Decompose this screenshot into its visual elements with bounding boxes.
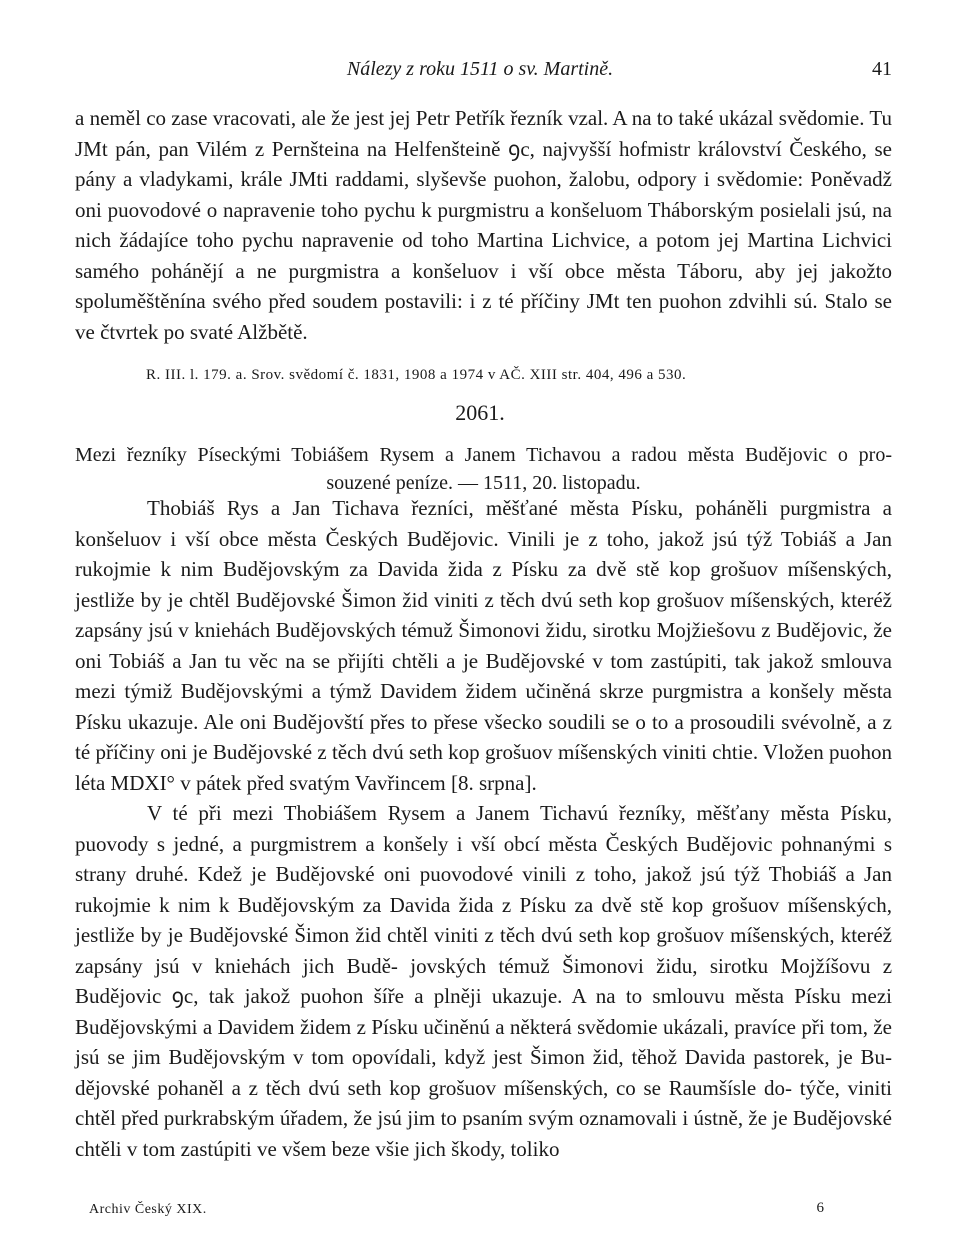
text-line: kop grošuov míšenských, kteréž zapsány jsú v kniehách Budějovských témuž Šimonovi [75,587,892,642]
entry-number: 2061. [455,400,505,425]
text-line: Thobiáš Rys a Jan Tichava řezníci, měšťané města Písku, poháněli purgmistra [147,496,871,520]
text-line: svého před soudem postavili: i z té příčiny JMt ten puohon zdvihli sú. Stalo se ve [75,289,893,344]
text-line: napravenie od toho Martina Lichvice, a potom jej Martina Lichvici samého pohánějí [75,228,892,283]
summary-line: souzené peníze. — 1511, 20. listopadu. [326,472,641,494]
paragraph-2 [75,798,892,1164]
text-line: Tobiáš a Jan rukojmie k nim Budějovským za Davida žida z Písku za dvě stě kop [75,526,893,581]
text-line: i ústně, že je Budějovské chtěli v tom zastúpiti ve všem beze všie jich škody, toliko [75,1106,892,1161]
text-line: dvě stě kop grošuov míšenských, jestliže by je Budějovské Šimon žid chtěl viniti [75,892,892,947]
running-title: Nálezy z roku 1511 o sv. Martině. [346,58,614,80]
page-number: 41 [872,58,892,80]
text-line: židem z Písku učiněnú a některá svědomie ukázali, pravíce při tom, že jsú se jim [75,1014,892,1069]
text-line: čtvrtek po svaté Alžbětě. [100,319,308,344]
text-line: jsú týž Thobiáš a Jan rukojmie k nim k Budějovským za Davida žida z Písku za [75,862,892,917]
text-line: a konšeluov i vší obce města Českých Budějovic. Vinili je z toho, jakož jsú týž [75,496,892,551]
text-line: oni je Budějovské z těch dvú seth kop grošuov míšenských viniti chtie. Vložen [160,740,824,764]
text-line: Písku, puovody s jedné, a purgmistrem a konšely i vší obcí města Českých Budějovic [75,801,892,856]
text-line: týče, viniti chtěl před purkrabským úřadem, že jsú jim to psaním svým oznamovali [75,1075,892,1130]
text-line: šíře a plněji ukazuje. A na to smlouvu města Písku mezi Budějovskými a Davidem [75,984,892,1039]
entry-summary [75,441,892,497]
text-line: Budějovští přes to přese všecko soudili se o to a prosoudili svévolně, a z té příčiny [75,709,893,764]
paragraph-1 [75,493,892,798]
text-line: k purgmistru a konšeluom Tháborským posielali jsú, na nich žádajíce toho pychu [75,197,893,252]
reference-note: R. III. l. 179. a. Srov. svědomí č. 1831, 1908 a 1974 v AČ. XIII str. 404, 496 a 530. [146,367,687,383]
text-line: jovských témuž Šimonovi židu, sirotku Mojžíšovu z Budějovic ꝯc, tak jakož puohon [75,953,893,1008]
text-line: a neměl co zase vracovati, ale že jest jej Petr Petřík řezník vzal. A na to také [75,106,714,130]
text-line: Budějovským v tom opovídali, když jest Šimon žid, těhož Davida pastorek, je Bu- [168,1045,892,1069]
footer-signature: 6 [816,1200,824,1216]
first-paragraph [75,103,892,347]
text-line: dějovské pohaněl a z těch dvú seth kop grošuov míšenských, co se Raumšísle do- [75,1075,792,1100]
text-line: puohon, žalobu, odpory i svědomie: Poněvadž oni puovodové o napravenie toho pychu [75,167,892,222]
text-line: V té při mezi Thobiášem Rysem a Janem Tichavú řezníky, měšťany města [147,801,830,825]
text-line: Davidem židem učiněná skrze purgmistra a konšely města Písku ukazuje. Ale oni [75,679,893,734]
text-line: grošuov míšenských, jestliže by je chtěl Budějovské Šimon žid viniti z těch dvú seth [75,557,893,612]
text-line: hofmistr království Českého, se pány a vladykami, krále JMti raddami, slyševše [75,136,893,191]
text-line: židu, sirotku Mojžiešovu z Budějovic, že oni Tobiáš a Jan tu věc na se přijíti chtěli [75,618,893,673]
text-line: puohon léta MDXI° v pátek před svatým Vavřincem [8. srpna]. [75,740,893,795]
body-text [75,493,892,1164]
footer-journal: Archiv Český XIX. [89,1202,207,1217]
text-line: z těch dvú seth kop grošuov míšenských, kteréž zapsány jsú v kniehách jich Budě- [75,923,892,978]
text-line: a ne purgmistra a konšeluov i vší obce města Táboru, aby jej jakožto spoluměštěnína [75,258,892,313]
text-line: a je Budějovské v tom zastúpiti, tak jakož smlouva mezi týmiž Budějovskými a týmž [75,648,893,703]
text-line: ukázal svědomie. Tu JMt pán, pan Vilém z Pernšteina na Helfenšteině ꝯc, najvyšší [75,106,892,161]
paragraph-text [75,103,892,347]
text-line: pohnanými s strany druhé. Kdež je Budějovské oni puovodové vinili z toho, jakož [75,831,892,886]
summary-line: Mezi řezníky Píseckými Tobiášem Rysem a Janem Tichavou a radou města Budějovic o pro- [75,444,892,466]
